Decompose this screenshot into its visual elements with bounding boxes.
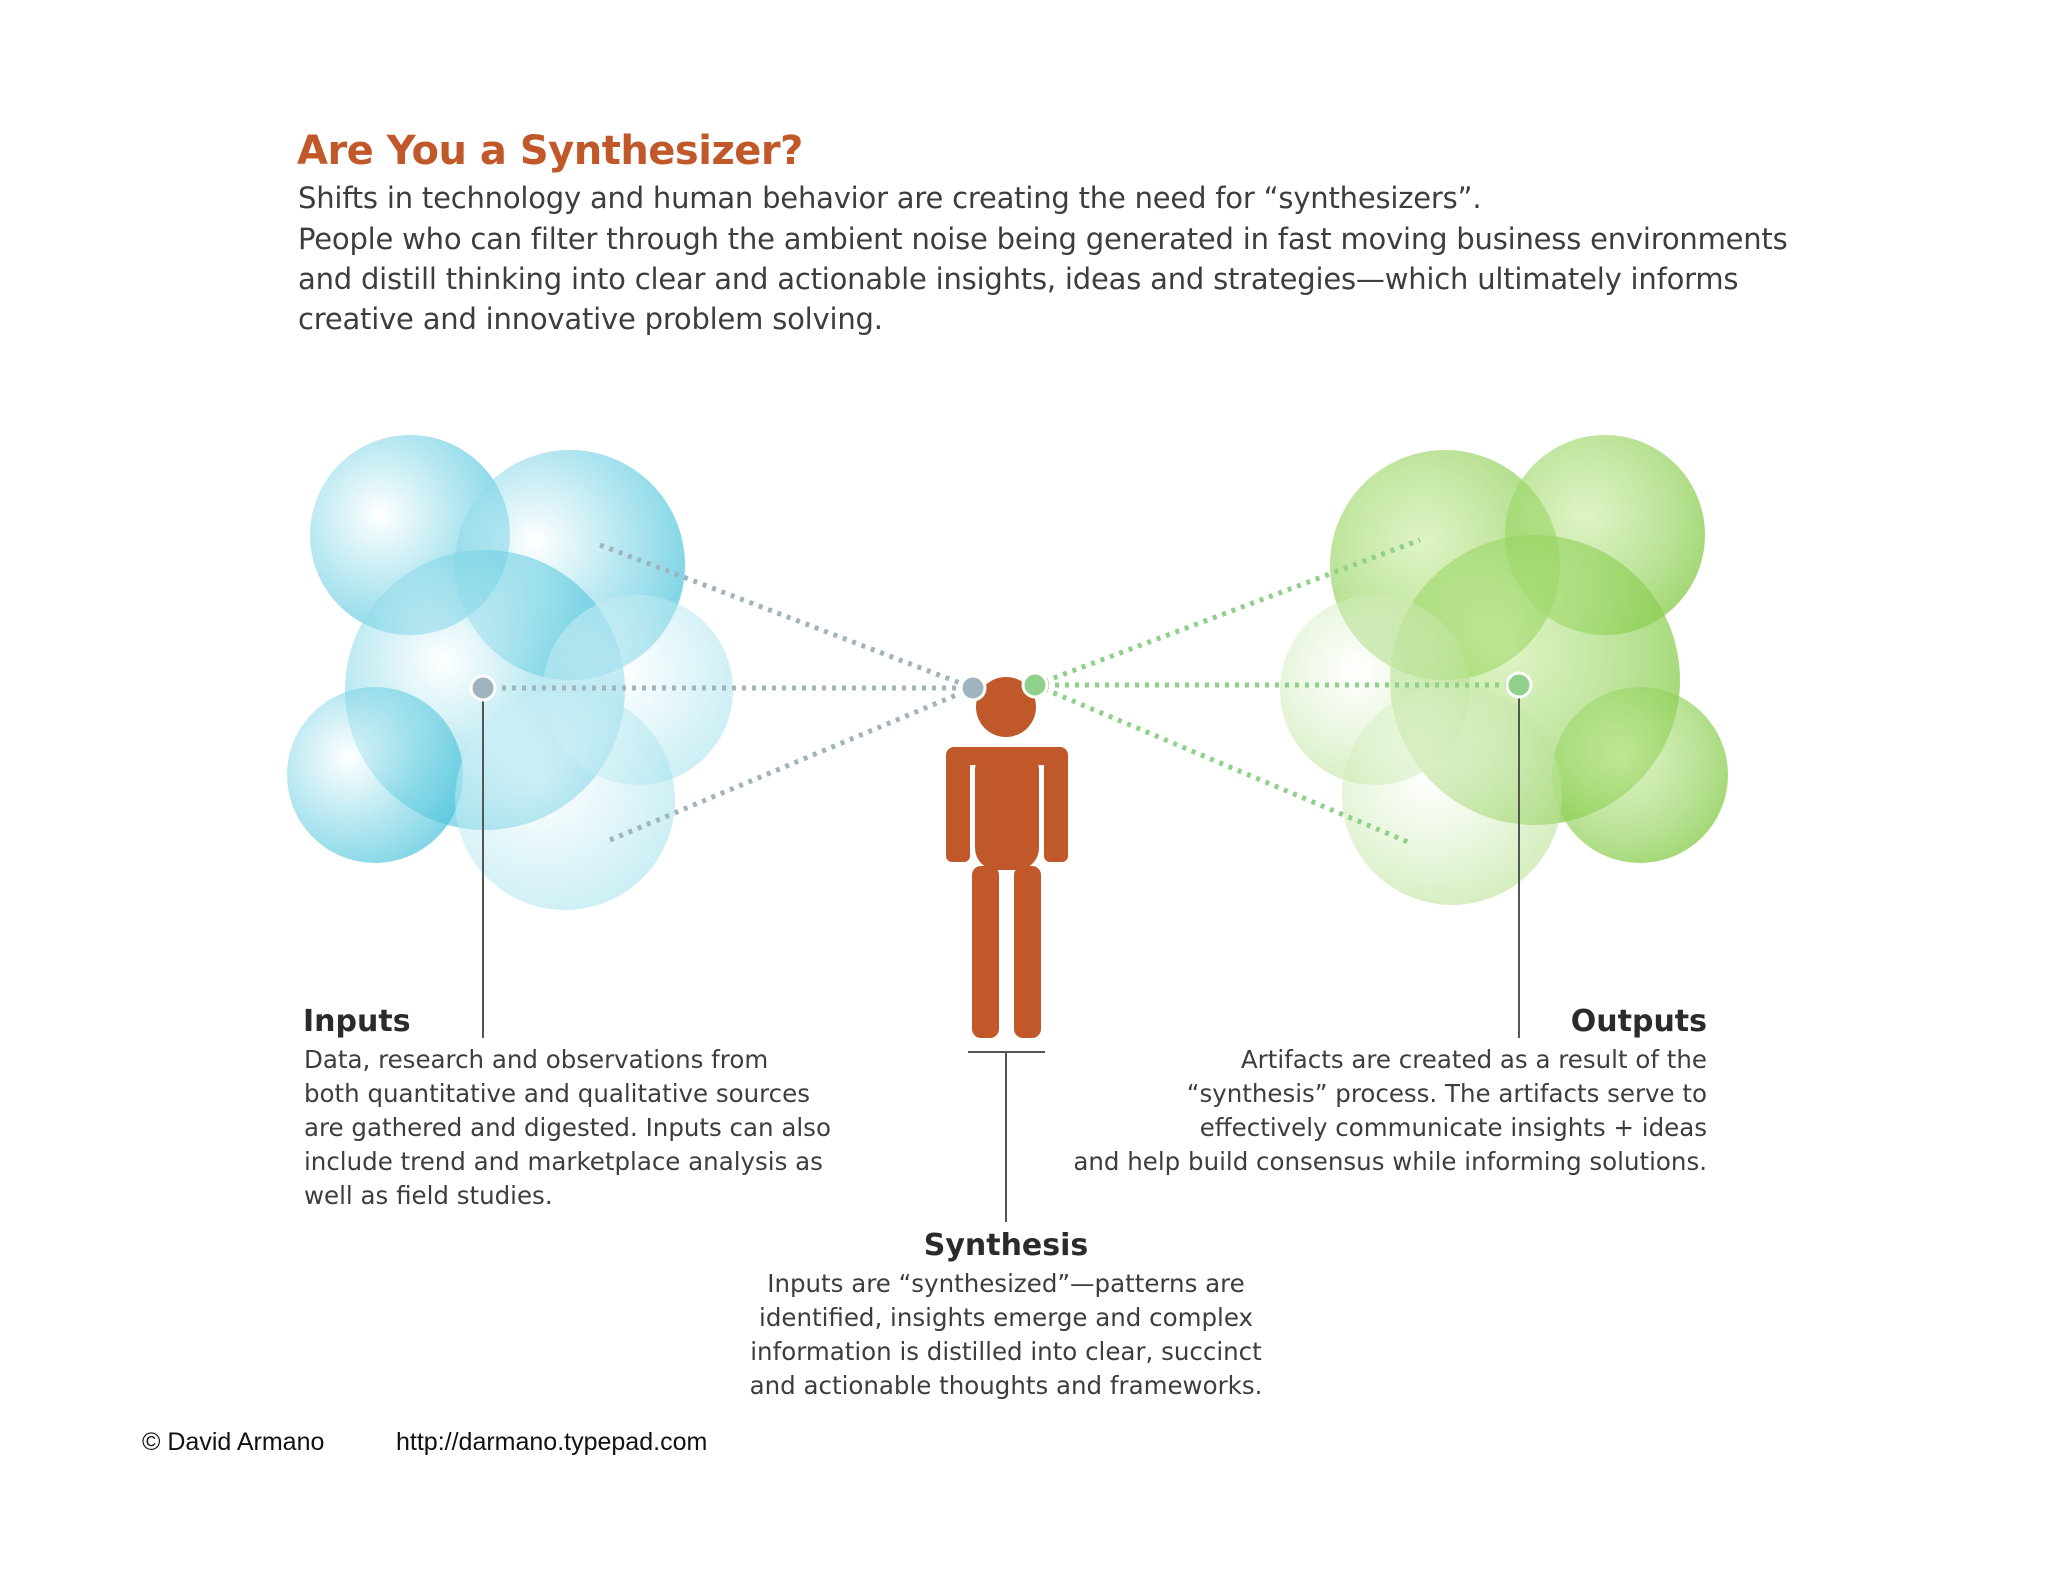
person-output-node [1023,673,1047,697]
outputs-text-line: and help build consensus while informing solutions. [1073,1147,1707,1176]
intro-text-line: and distill thinking into clear and actionable insights, ideas and strategies—which ultimately informs [298,262,1739,296]
person-input-node [961,676,985,700]
page-title: Are You a Synthesizer? [297,128,803,174]
output-bubble [1342,685,1562,905]
synthesis-text-line: information is distilled into clear, succinct [750,1337,1262,1366]
synthesis-text-line: and actionable thoughts and frameworks. [749,1371,1263,1400]
copyright-notice: © David Armano [142,1428,325,1456]
source-url-link[interactable]: http://darmano.typepad.com [396,1428,708,1456]
outputs-text-line: “synthesis” process. The artifacts serve to [1186,1079,1707,1108]
person-right-arm [1044,750,1068,862]
synthesis-text-line: identified, insights emerge and complex [759,1303,1253,1332]
inputs-text-line: well as field studies. [304,1181,553,1210]
inputs-text-line: include trend and marketplace analysis as [304,1147,823,1176]
synthesizer-person-icon [946,677,1068,1038]
intro-text-line: Shifts in technology and human behavior are creating the need for “synthesizers”. [298,181,1482,215]
inputs-text-line: are gathered and digested. Inputs can also [304,1113,831,1142]
input-bubble [455,690,675,910]
synthesis-heading: Synthesis [923,1228,1089,1263]
intro-text-line: People who can filter through the ambient noise being generated in fast moving business environments [298,222,1788,256]
person-torso [975,748,1039,870]
person-right-leg [1014,866,1041,1038]
inputs-node [471,676,495,700]
output-bubble-cluster [1280,435,1728,905]
inputs-text-line: both quantitative and qualitative sources [304,1079,810,1108]
input-bubble [287,687,463,863]
intro-text-line: creative and innovative problem solving. [298,302,883,336]
input-bubble-cluster [287,435,733,910]
output-bubble [1552,687,1728,863]
person-left-leg [972,866,999,1038]
inputs-text-line: Data, research and observations from [304,1045,769,1074]
outputs-text-line: Artifacts are created as a result of the [1240,1045,1707,1074]
outputs-node [1507,673,1531,697]
outputs-text-line: effectively communicate insights + ideas [1199,1113,1707,1142]
outputs-heading: Outputs [1570,1004,1707,1039]
synthesis-text-line: Inputs are “synthesized”—patterns are [767,1269,1245,1298]
person-left-arm [946,750,970,862]
inputs-heading: Inputs [303,1004,411,1039]
